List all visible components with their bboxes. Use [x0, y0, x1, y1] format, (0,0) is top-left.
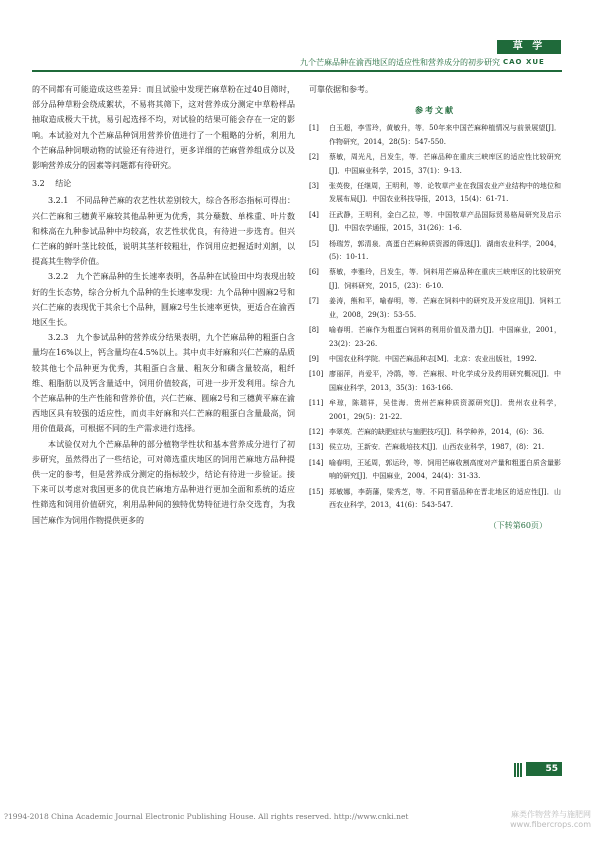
reference-item	[309, 397, 561, 424]
reference-item	[309, 266, 561, 293]
reference-item	[309, 238, 561, 265]
paragraph-3-2-2	[32, 269, 295, 330]
reference-list	[309, 122, 561, 512]
page-number: 55	[526, 762, 562, 776]
reference-number: [9]	[309, 354, 319, 363]
right-column	[309, 82, 561, 534]
subsection-text: 九个参试品种的营养成分结果表明，九个芒麻品种的粗蛋白含量均在16%以上，钙含量均在4.5%以上。其中贞丰好麻和兴仁芒麻的品质较其他七个品种更为优秀，其粗蛋白含量、粗灰分和磷含量较高，粗纤维、粗脂肪以及钙含量适中，饲用价值较高，可进一步开发利用。综合九个芒麻品种的生产性能和营养价值，兴仁芒麻、圆麻2号和三穗黄平麻在渝西地区具有较强的适应性，而贞丰好麻和兴仁芒麻的粗蛋白含量最高，饲用价值最高，可根据不同的生产需求进行选择。	[32, 333, 295, 434]
section-heading-conclusion	[32, 176, 295, 191]
reference-item	[309, 180, 561, 207]
section-tag: 草 学	[497, 40, 561, 54]
reference-text: 杨瑞芳，郭清泉．高蛋白芒麻种质资源的筛选[J]．湖南农业科学，2004，(5)：10-11.	[329, 239, 561, 262]
reference-number: [7]	[309, 297, 319, 306]
section-title: 结论	[55, 179, 72, 189]
article-running-title: 九个芒麻品种在渝西地区的适应性和营养成分的初步研究	[300, 58, 500, 67]
reference-number: [12]	[309, 427, 324, 436]
copyright-line: ?1994-2018 China Academic Journal Electronic Publishing House. All rights reserved. http://www.cnki.net	[4, 812, 409, 821]
reference-number: [15]	[309, 487, 324, 496]
references-heading: 参考文献	[415, 105, 455, 116]
reference-item	[309, 324, 561, 351]
reference-item	[309, 353, 561, 366]
subsection-number: 3.2.2	[48, 272, 69, 282]
reference-number: [11]	[309, 399, 324, 408]
continued-note: （下转第60页）	[488, 521, 547, 531]
subsection-number: 3.2.3	[48, 333, 69, 343]
reference-text: 李翠英．芒麻的缺肥症状与施肥技巧[J]．科学种养，2014，(6)：36.	[329, 427, 545, 436]
header-rule	[32, 70, 562, 72]
reference-text: 郑敏娜，李荫藩，梁秀芝，等．不同苜蓿品种在晋北地区的适应性[J]．山西农业科学，2013，41(6)：543-547.	[329, 487, 561, 509]
reference-item	[309, 426, 561, 439]
subsection-number: 3.2.1	[48, 196, 69, 206]
reference-item	[309, 151, 561, 178]
reference-item	[309, 486, 561, 513]
paragraph-continuation: 可靠依据和参考。	[309, 85, 373, 94]
paragraph-3-2-1	[32, 193, 295, 269]
reference-number: [5]	[309, 239, 319, 248]
watermark-text: 麻类作物营养与施肥网 www.fibercrops.com	[510, 810, 591, 829]
reference-item	[309, 295, 561, 322]
reference-number: [1]	[309, 124, 319, 133]
reference-text: 牟琼，陈瑞祥，吴佳海．贵州芒麻种质资源研究[J]．贵州农业科学，2001，29(5)：21-22.	[329, 399, 561, 421]
reference-item	[309, 457, 561, 484]
reference-text: 蔡敏，周光凡，吕发生，等．芒麻品种在重庆三峡库区的适应性比较研究[J]．中国麻业科学，2015，37(1)：9-13.	[329, 153, 561, 175]
reference-text: 中国农业科学院．中国芒麻品种志[M]．北京：农业出版社，1992.	[329, 354, 537, 363]
reference-number: [8]	[309, 326, 319, 335]
reference-text: 侯立功，王新安．芒麻栽培技术[J]．山西农业科学，1987，(8)：21.	[329, 443, 545, 452]
section-number: 3.2	[32, 179, 45, 189]
paragraph-3-2-3	[32, 330, 295, 436]
reference-number: [14]	[309, 458, 324, 467]
reference-item	[309, 441, 561, 454]
reference-number: [10]	[309, 370, 324, 379]
reference-item	[309, 122, 561, 149]
reference-number: [2]	[309, 153, 319, 162]
reference-number: [6]	[309, 268, 319, 277]
left-column	[32, 82, 295, 528]
reference-text: 白玉超，李雪玲，黄敏升，等．50年来中国芒麻种植情况与前景展望[J]．作物研究，2014，28(5)：547-550.	[329, 124, 561, 146]
reference-text: 汪武静，王明利，金白乙拉，等．中国牧草产品国际贸易格局研究及启示[J]．中国农学通报，2015，31(26)：1-6.	[329, 210, 561, 233]
reference-text: 张英俊，任继周，王明利，等．论牧草产业在我国农业产业结构中的地位和发展布局[J]．中国农业科技导报，2013，15(4)：61-71.	[329, 182, 561, 204]
reference-number: [3]	[309, 182, 319, 191]
reference-text: 廖丽萍，肖爱平，冷鹃，等．芒麻根、叶化学成分及药用研究概况[J]．中国麻业科学，2013，35(3)：163-166.	[329, 370, 561, 392]
reference-number: [13]	[309, 443, 324, 452]
subsection-text: 九个芒麻品种的生长速率表明，各品种在试验田中均表现出较好的生长态势，综合分析九个品种的生长速率发现：九个品种中圆麻2号和兴仁芒麻的表现优于其余七个品种，圆麻2号生长速率更快，更适合在渝西地区生长。	[32, 272, 295, 328]
reference-text: 喻春明．芒麻作为粗蛋白饲料的利用价值及潜力[J]．中国麻业，2001，23(2)：23-26.	[329, 326, 561, 348]
paragraph-outlook: 本试验仅对九个芒麻品种的部分植物学性状和基本营养成分进行了初步研究，虽然得出了一些结论，可对筛选重庆地区的饲用芒麻地方品种提供一定的参考，但是营养成分测定的指标较少，结论有待进一步验证。接下来可以考虑对我国更多的优良芒麻地方品种进行更加全面和系统的适应性筛选和饲用价值研究，利用品种间的独特优势特征进行杂交选育，为我国芒麻作为饲用作物提供更多的	[32, 439, 295, 525]
reference-text: 喻春明，王延周，郭运玲，等．饲用芒麻收割高度对产量和粗蛋白质含量影响的研究[J]．中国麻业，2004，24(4)：31-33.	[329, 458, 561, 481]
paragraph-discussion-end: 的不同都有可能造成这些差异：而且试验中发现芒麻草粉在过40目筛时，部分品种草粉会绕成絮状，不易将其筛下，这对营养成分测定中草粉样品抽取造成极大干扰，易引起选择不均，对试验的结果可能会存在一定的影响。本试验对九个芒麻品种饲用营养价值进行了一个粗略的分析，利用九个芒麻品种饲喂动物的试验还有待进行，更多详细的芒麻营养组成分以及影响营养成分的因素等问题都有待研究。	[32, 85, 295, 171]
subsection-text: 不同品种芒麻的农艺性状差别较大，综合各形态指标可得出：兴仁芒麻和三穗黄平麻较其他品种更为优秀，其分蘖数、单株重、叶片数和株高在九种参试品种中均较高，农艺性状优良，有待进一步选育。但兴仁芒麻的鲜叶茎比较低，说明其茎秆较粗壮，作饲用应把握适时刈割，以提高其生物学价值。	[32, 196, 295, 267]
reference-text: 姜涛，熊和平，喻春明，等．芒麻在饲料中的研究及开发应用[J]．饲料工业，2008，29(3)：53-55.	[329, 297, 561, 319]
reference-item	[309, 368, 561, 395]
page-number-decoration	[514, 762, 526, 776]
journal-latin-name: CAO XUE	[503, 58, 545, 66]
reference-text: 蔡敏，李雅玲，吕发生，等．饲料用芒麻品种在重庆三峡库区的比较研究[J]．饲料研究，2015，(23)：6-10.	[329, 268, 561, 290]
reference-number: [4]	[309, 210, 319, 219]
reference-item	[309, 209, 561, 236]
